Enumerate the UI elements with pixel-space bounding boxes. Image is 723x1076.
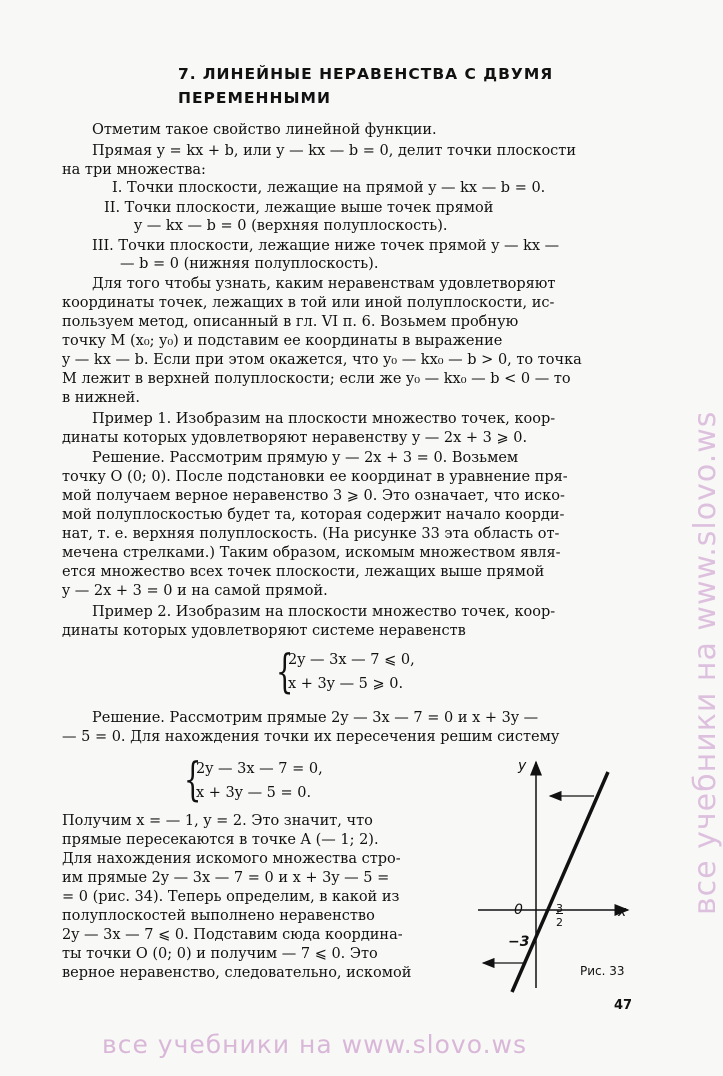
y-intercept-label: −3 [508,934,530,950]
example-1-line: Пример 1. Изобразим на плоскости множество точек, коор- [92,411,556,427]
text-line: Отметим такое свойство линейной функции. [92,122,437,138]
text-line: Получим x = — 1, y = 2. Это значит, что [62,813,373,829]
text-line: точку O (0; 0). После подстановки ее координат в уравнение пря- [62,469,568,485]
text-line: координаты точек, лежащих в той или иной полуплоскости, ис- [62,295,555,311]
text-line: мечена стрелками.) Таким образом, искомым множеством явля- [62,545,561,561]
system-row-2: x + 3y — 5 ⩾ 0. [288,676,404,692]
watermark-bottom: все учебники на www.slovo.ws [102,1030,527,1059]
text-line: верное неравенство, следовательно, искомой [62,965,412,981]
text-line: динаты которых удовлетворяют неравенству y — 2x + 3 ⩾ 0. [62,430,528,446]
text-line: мой получаем верное неравенство 3 ⩾ 0. Это означает, что иско- [62,488,565,504]
text-line: динаты которых удовлетворяют системе неравенств [62,623,466,639]
list-item-2-cont: y — kx — b = 0 (верхняя полуплоскость). [134,218,448,234]
page-number: 47 [614,998,633,1013]
text-line: пользуем метод, описанный в гл. VI п. 6. Возьмем пробную [62,314,519,330]
text-line: полуплоскостей выполнено неравенство [62,908,375,924]
figure-caption: Рис. 33 [580,964,625,978]
text-line: y — kx — b. Если при этом окажется, что y₀ — kx₀ — b > 0, то точка [62,352,582,368]
text-line: им прямые 2y — 3x — 7 = 0 и x + 3y — 5 = [62,870,390,886]
list-item-3-cont: — b = 0 (нижняя полуплоскость). [120,256,379,272]
list-item-2: II. Точки плоскости, лежащие выше точек прямой [104,200,494,216]
system-row-1: 2y — 3x — 7 = 0, [196,761,323,777]
origin-label: 0 [514,902,523,918]
text-line: — 5 = 0. Для нахождения точки их пересечения решим систему [62,729,560,745]
x-axis-label: x [618,904,627,920]
text-line: на три множества: [62,162,206,178]
section-title-line1: ЛИНЕЙНЫЕ НЕРАВЕНСТВА С ДВУМЯ [202,65,554,83]
solution-1-line: Решение. Рассмотрим прямую y — 2x + 3 = 0. Возьмем [92,450,519,466]
text-line: y — 2x + 3 = 0 и на самой прямой. [62,583,328,599]
x-intercept-denominator: 2 [556,916,563,929]
text-line: нат, т. е. верхняя полуплоскость. (На рисунке 33 эта область от- [62,526,560,542]
system-brace: { [183,752,202,806]
solution-2-line: Решение. Рассмотрим прямые 2y — 3x — 7 = 0 и x + 3y — [92,710,539,726]
text-line: Прямая y = kx + b, или y — kx — b = 0, делит точки плоскости [92,143,576,159]
graph [478,748,648,996]
figure-33 [478,748,648,996]
text-line: мой полуплоскостью будет та, которая содержит начало коорди- [62,507,565,523]
text-line: прямые пересекаются в точке A (— 1; 2). [62,832,379,848]
text-line: точку M (x₀; y₀) и подставим ее координаты в выражение [62,333,503,349]
system-row-2: x + 3y — 5 = 0. [196,785,312,801]
section-title-line2: ПЕРЕМЕННЫМИ [178,89,331,107]
y-axis-label: y [518,758,527,774]
system-brace: { [275,644,294,698]
text-line: ты точки O (0; 0) и получим — 7 ⩽ 0. Это [62,946,378,962]
text-line: Для того чтобы узнать, каким неравенствам удовлетворяют [92,276,556,292]
list-item-3: III. Точки плоскости, лежащие ниже точек прямой y — kx — [92,238,560,254]
x-intercept-numerator: 3 [556,902,563,915]
text-line: Для нахождения искомого множества стро- [62,851,401,867]
section-number: 7. [178,65,197,83]
text-line: 2y — 3x — 7 ⩽ 0. Подставим сюда координа- [62,927,403,943]
text-line: = 0 (рис. 34). Теперь определим, в какой из [62,889,400,905]
text-line: ется множество всех точек плоскости, лежащих выше прямой [62,564,545,580]
text-line: M лежит в верхней полуплоскости; если же y₀ — kx₀ — b < 0 — то [62,371,571,387]
boundary-line [512,772,608,992]
text-line: в нижней. [62,390,140,406]
watermark-side: все учебники на www.slovo.ws [688,410,723,915]
example-2-line: Пример 2. Изобразим на плоскости множество точек, коор- [92,604,556,620]
section-heading [178,62,618,110]
system-row-1: 2y — 3x — 7 ⩽ 0, [288,652,415,668]
list-item-1: I. Точки плоскости, лежащие на прямой y — kx — b = 0. [112,180,546,196]
